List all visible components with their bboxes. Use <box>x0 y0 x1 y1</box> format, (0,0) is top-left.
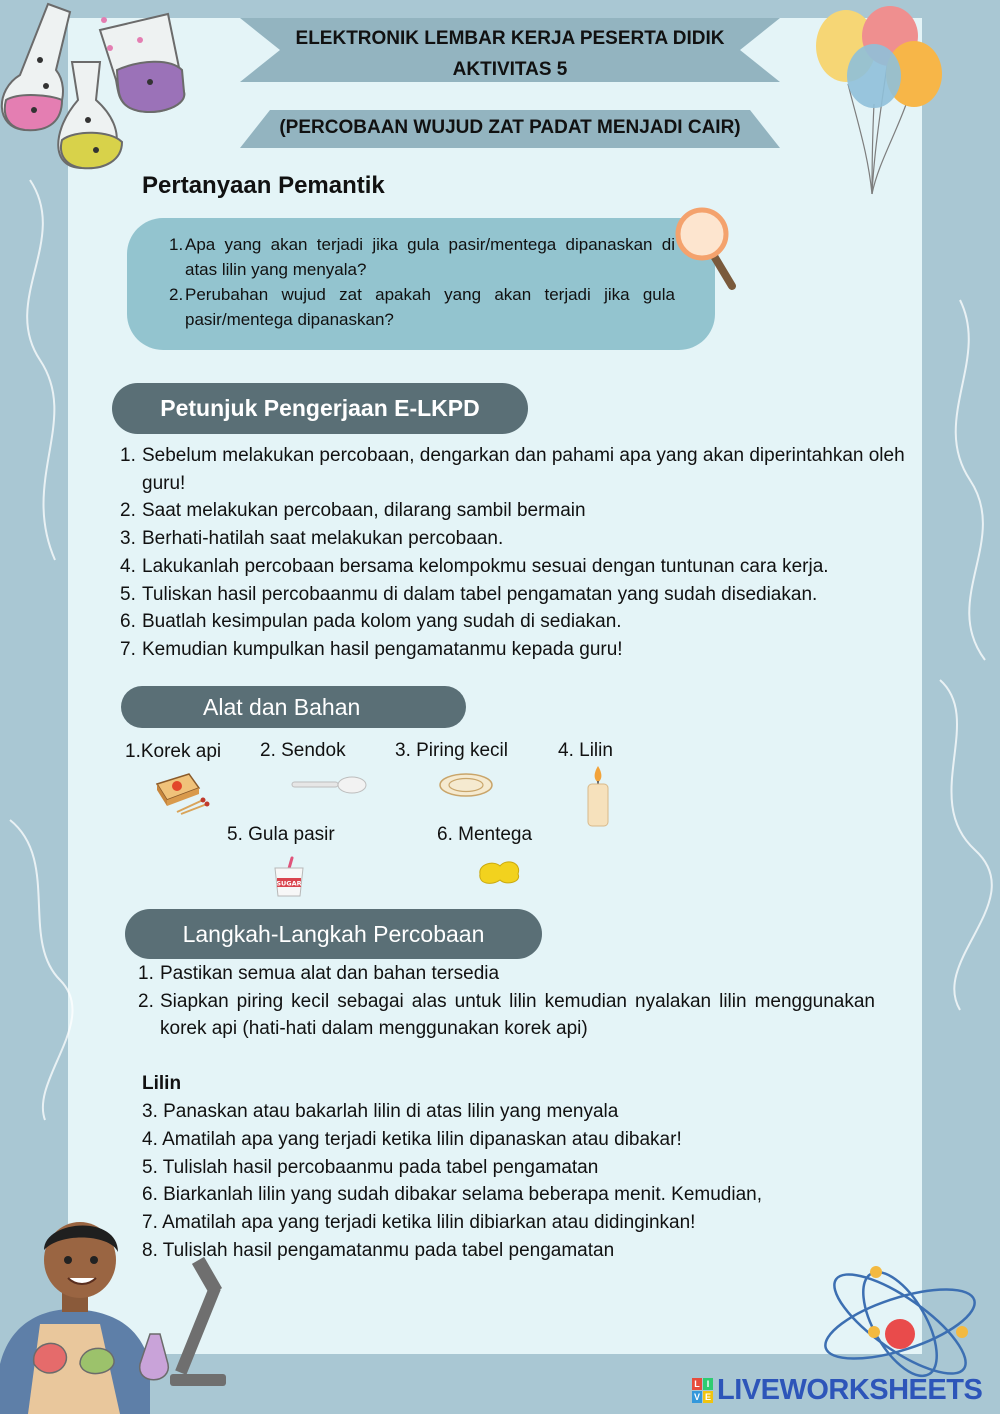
alat-item-korek: 1.Korek api <box>125 741 222 762</box>
logo-mark <box>692 1378 713 1403</box>
question-box <box>127 218 715 350</box>
alat-item-gula: 5. Gula pasir <box>227 824 335 845</box>
list-item: 7. Kemudian kumpulkan hasil pengamatanmu kepada guru! <box>120 638 623 660</box>
atom-illustration <box>812 1262 978 1382</box>
logo-letter: E <box>704 1392 711 1402</box>
list-item: 1. Sebelum melakukan percobaan, dengarkan dan pahami apa yang akan diperintahkan oleh guru! <box>120 445 905 494</box>
alat-item-lilin: 4. Lilin <box>558 740 613 761</box>
step-6: 6. Biarkanlah lilin yang sudah dibakar selama beberapa menit. Kemudian, <box>142 1184 762 1205</box>
logo-letter: L <box>692 1378 702 1390</box>
matchbox-icon <box>155 770 210 816</box>
step-8: 8. Tulislah hasil pengamatanmu pada tabel pengamatan <box>142 1240 615 1261</box>
logo-letter: I <box>703 1378 713 1390</box>
step-5: 5. Tulislah hasil percobaanmu pada tabel pengamatan <box>142 1157 599 1178</box>
liveworksheets-logo <box>692 1374 982 1407</box>
list-item: 2. Siapkan piring kecil sebagai alas untuk lilin kemudian nyalakan lilin menggunakan korek api (hati-hati dalam menggunakan korek api) <box>138 990 875 1040</box>
header-banner <box>240 18 780 148</box>
petunjuk-heading: Petunjuk Pengerjaan E-LKPD <box>112 383 528 434</box>
butter-icon <box>476 856 524 888</box>
balloons-illustration <box>808 4 948 204</box>
list-item: 1. Pastikan semua alat dan bahan tersedia <box>138 963 500 984</box>
spoon-icon <box>290 774 368 796</box>
alat-heading: Alat dan Bahan <box>121 686 466 728</box>
sugar-label: SUGAR <box>276 879 302 888</box>
header-title-line2: AKTIVITAS 5 <box>452 59 568 80</box>
lilin-subheading: Lilin <box>142 1073 182 1094</box>
langkah-list <box>138 960 875 1043</box>
list-item: 2. Saat melakukan percobaan, dilarang sambil bermain <box>120 500 586 522</box>
step-7: 7. Amatilah apa yang terjadi ketika lilin dibiarkan atau didinginkan! <box>142 1212 696 1233</box>
list-item: 5. Tuliskan hasil percobaanmu di dalam tabel pengamatan yang sudah disediakan. <box>120 583 818 605</box>
alat-item-piring: 3. Piring kecil <box>395 740 508 761</box>
step-4: 4. Amatilah apa yang terjadi ketika lilin dipanaskan atau dibakar! <box>142 1129 682 1150</box>
langkah-heading: Langkah-Langkah Percobaan <box>125 909 542 959</box>
list-item: 6. Buatlah kesimpulan pada kolom yang sudah di sediakan. <box>120 611 622 633</box>
scientist-boy-illustration <box>0 1214 240 1414</box>
alat-item-mentega: 6. Mentega <box>437 824 533 845</box>
petunjuk-list <box>120 442 920 664</box>
question-item: 1. Apa yang akan terjadi jika gula pasir/mentega dipanaskan di atas lilin yang menyala? <box>169 235 675 279</box>
plate-icon <box>438 772 494 798</box>
sugar-jar-icon <box>272 856 306 898</box>
brand-text: LIVEWORKSHEETS <box>717 1374 983 1406</box>
list-item: 4. Lakukanlah percobaan bersama kelompokmu sesuai dengan tuntunan cara kerja. <box>120 555 829 577</box>
header-title-line3: (PERCOBAAN WUJUD ZAT PADAT MENJADI CAIR) <box>279 117 741 138</box>
list-item: 3. Berhati-hatilah saat melakukan percobaan. <box>120 528 504 550</box>
pemantik-title: Pertanyaan Pemantik <box>142 172 385 199</box>
step-3: 3. Panaskan atau bakarlah lilin di atas lilin yang menyala <box>142 1101 619 1122</box>
question-list <box>169 232 675 332</box>
alat-item-sendok: 2. Sendok <box>260 740 346 761</box>
magnifying-glass-icon <box>672 204 742 292</box>
question-item: 2. Perubahan wujud zat apakah yang akan terjadi jika gula pasir/mentega dipanaskan? <box>169 285 675 329</box>
header-title-line1: ELEKTRONIK LEMBAR KERJA PESERTA DIDIK <box>295 28 725 49</box>
lab-flasks-illustration <box>0 0 200 180</box>
logo-letter: V <box>693 1392 700 1402</box>
candle-icon <box>584 764 612 828</box>
